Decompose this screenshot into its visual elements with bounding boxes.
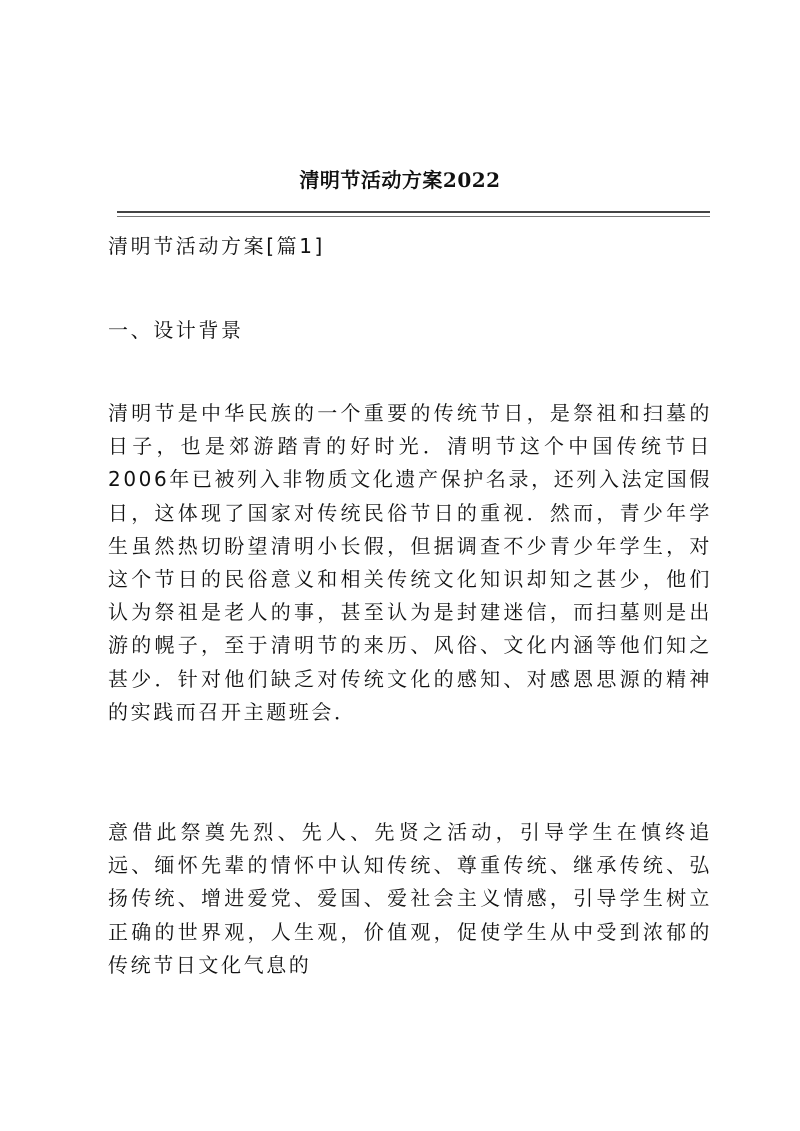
paragraph: 意借此祭奠先烈、先人、先贤之活动，引导学生在慎终追远、缅怀先辈的情怀中认知传统、尊重传统、继承传统、弘扬传统、增进爱党、爱国、爱社会主义情感，引导学生树立正确的世界观，人生观，价值观，促使学生从中受到浓郁的传统节日文化气息的 <box>108 820 712 977</box>
document-title: 清明节活动方案2022 <box>299 168 501 192</box>
title-divider-thin <box>117 216 710 217</box>
section-heading: 清明节活动方案[篇1] <box>108 234 325 258</box>
subheading-design-background: 一、设计背景 <box>108 318 244 342</box>
paragraph: 清明节是中华民族的一个重要的传统节日，是祭祖和扫墓的日子，也是郊游踏青的好时光．清明节这个中国传统节日2006年已被列入非物质文化遗产保护名录，还列入法定国假日，这体现了国家对传统民俗节日的重视．然而，青少年学生虽然热切盼望清明小长假，但据调查不少青少年学生，对这个节日的民俗意义和相关传统文化知识却知之甚少，他们认为祭祖是老人的事，甚至认为是封建迷信，而扫墓则是出游的幌子，至于清明节的来历、风俗、文化内涵等他们知之甚少．针对他们缺乏对传统文化的感知、对感恩思源的精神的实践而召开主题班会． <box>108 401 712 724</box>
title-divider <box>117 211 710 213</box>
